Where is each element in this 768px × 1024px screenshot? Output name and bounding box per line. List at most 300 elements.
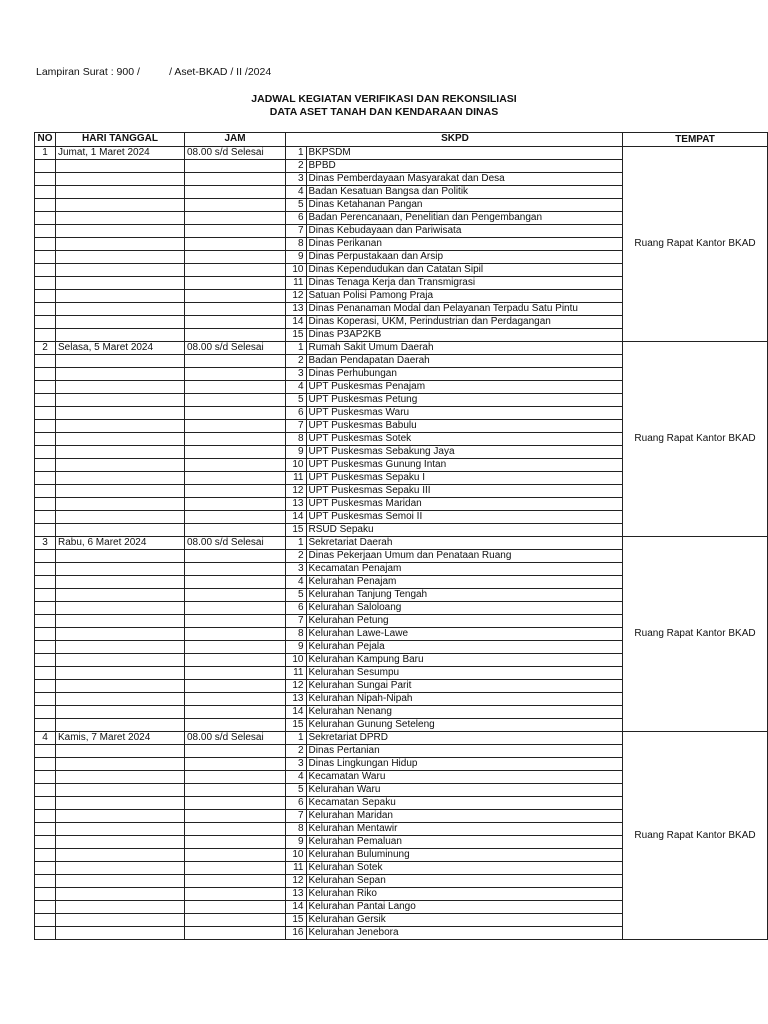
skpd-number-cell: 1 [286,342,307,355]
group-number-cell [35,771,56,784]
skpd-number-cell: 3 [286,563,307,576]
skpd-name-cell: Dinas Perikanan [306,238,623,251]
place-cell: Ruang Rapat Kantor BKAD [623,537,768,732]
time-cell [185,277,286,290]
time-cell [185,589,286,602]
day-date-cell [56,888,185,901]
time-cell [185,355,286,368]
time-cell [185,563,286,576]
skpd-number-cell: 6 [286,602,307,615]
skpd-number-cell: 5 [286,199,307,212]
day-date-cell [56,316,185,329]
time-cell [185,511,286,524]
group-number-cell [35,160,56,173]
skpd-number-cell: 4 [286,576,307,589]
skpd-number-cell: 3 [286,758,307,771]
skpd-name-cell: Dinas Pekerjaan Umum dan Penataan Ruang [306,550,623,563]
group-number-cell [35,641,56,654]
day-date-cell [56,810,185,823]
skpd-name-cell: UPT Puskesmas Waru [306,407,623,420]
time-cell [185,420,286,433]
group-number-cell [35,316,56,329]
skpd-name-cell: Kelurahan Jenebora [306,927,623,940]
skpd-name-cell: Badan Kesatuan Bangsa dan Politik [306,186,623,199]
time-cell [185,433,286,446]
skpd-number-cell: 6 [286,797,307,810]
group-number-cell [35,394,56,407]
day-date-cell [56,758,185,771]
skpd-number-cell: 9 [286,446,307,459]
skpd-name-cell: Kecamatan Sepaku [306,797,623,810]
skpd-number-cell: 10 [286,849,307,862]
day-date-cell [56,459,185,472]
skpd-name-cell: Kelurahan Maridan [306,810,623,823]
day-date-cell [56,433,185,446]
time-cell [185,654,286,667]
skpd-name-cell: Kelurahan Nenang [306,706,623,719]
day-date-cell [56,901,185,914]
skpd-number-cell: 7 [286,810,307,823]
day-date-cell [56,797,185,810]
day-date-cell: Kamis, 7 Maret 2024 [56,732,185,745]
group-number-cell [35,290,56,303]
skpd-name-cell: UPT Puskesmas Penajam [306,381,623,394]
place-cell: Ruang Rapat Kantor BKAD [623,342,768,537]
skpd-number-cell: 16 [286,927,307,940]
skpd-number-cell: 2 [286,355,307,368]
skpd-name-cell: Sekretariat DPRD [306,732,623,745]
day-date-cell [56,615,185,628]
group-number-cell [35,303,56,316]
skpd-name-cell: UPT Puskesmas Maridan [306,498,623,511]
group-number-cell [35,550,56,563]
time-cell [185,875,286,888]
skpd-name-cell: Kelurahan Riko [306,888,623,901]
time-cell [185,394,286,407]
day-date-cell [56,472,185,485]
skpd-name-cell: Badan Perencanaan, Penelitian dan Pengembangan [306,212,623,225]
group-number-cell [35,355,56,368]
group-number-cell [35,693,56,706]
group-number-cell [35,875,56,888]
skpd-name-cell: Dinas Pemberdayaan Masyarakat dan Desa [306,173,623,186]
group-number-cell: 4 [35,732,56,745]
day-date-cell [56,498,185,511]
day-date-cell [56,680,185,693]
skpd-number-cell: 4 [286,186,307,199]
day-date-cell [56,355,185,368]
group-number-cell [35,706,56,719]
time-cell [185,446,286,459]
group-number-cell [35,459,56,472]
skpd-number-cell: 10 [286,264,307,277]
day-date-cell [56,225,185,238]
skpd-number-cell: 12 [286,290,307,303]
skpd-number-cell: 14 [286,511,307,524]
skpd-name-cell: Kelurahan Mentawir [306,823,623,836]
table-row [35,147,768,160]
skpd-number-cell: 14 [286,316,307,329]
day-date-cell [56,160,185,173]
group-number-cell [35,836,56,849]
time-cell [185,927,286,940]
skpd-number-cell: 14 [286,706,307,719]
skpd-number-cell: 11 [286,667,307,680]
group-number-cell [35,199,56,212]
skpd-number-cell: 5 [286,394,307,407]
skpd-name-cell: Kelurahan Pejala [306,641,623,654]
group-number-cell [35,849,56,862]
time-cell [185,368,286,381]
group-number-cell [35,251,56,264]
group-number-cell [35,498,56,511]
day-date-cell [56,654,185,667]
group-number-cell [35,212,56,225]
skpd-name-cell: RSUD Sepaku [306,524,623,537]
time-cell [185,836,286,849]
group-number-cell [35,797,56,810]
skpd-number-cell: 5 [286,784,307,797]
skpd-number-cell: 9 [286,836,307,849]
skpd-number-cell: 7 [286,225,307,238]
skpd-number-cell: 15 [286,524,307,537]
time-cell [185,173,286,186]
skpd-number-cell: 15 [286,329,307,342]
skpd-number-cell: 3 [286,368,307,381]
skpd-name-cell: Dinas Kependudukan dan Catatan Sipil [306,264,623,277]
time-cell [185,524,286,537]
skpd-name-cell: Dinas Koperasi, UKM, Perindustrian dan Perdagangan [306,316,623,329]
day-date-cell [56,238,185,251]
skpd-name-cell: Dinas Perhubungan [306,368,623,381]
skpd-name-cell: Kelurahan Sesumpu [306,667,623,680]
group-number-cell [35,225,56,238]
day-date-cell [56,511,185,524]
day-date-cell [56,186,185,199]
day-date-cell [56,836,185,849]
group-number-cell [35,784,56,797]
skpd-name-cell: Dinas P3AP2KB [306,329,623,342]
skpd-number-cell: 8 [286,433,307,446]
group-number-cell [35,264,56,277]
time-cell [185,381,286,394]
document-title: JADWAL KEGIATAN VERIFIKASI DAN REKONSILIASI [251,93,517,105]
skpd-name-cell: UPT Puskesmas Sepaku I [306,472,623,485]
skpd-number-cell: 6 [286,212,307,225]
time-cell: 08.00 s/d Selesai [185,537,286,550]
time-cell [185,199,286,212]
group-number-cell [35,381,56,394]
time-cell [185,797,286,810]
skpd-number-cell: 12 [286,680,307,693]
skpd-number-cell: 8 [286,238,307,251]
day-date-cell [56,693,185,706]
day-date-cell [56,706,185,719]
skpd-number-cell: 13 [286,498,307,511]
skpd-number-cell: 10 [286,459,307,472]
skpd-name-cell: UPT Puskesmas Petung [306,394,623,407]
time-cell [185,719,286,732]
group-number-cell [35,524,56,537]
time-cell [185,810,286,823]
skpd-name-cell: UPT Puskesmas Sepaku III [306,485,623,498]
group-number-cell [35,810,56,823]
skpd-name-cell: Kelurahan Nipah-Nipah [306,693,623,706]
time-cell [185,849,286,862]
group-number-cell [35,901,56,914]
day-date-cell [56,420,185,433]
skpd-name-cell: Kelurahan Kampung Baru [306,654,623,667]
group-number-cell [35,667,56,680]
place-cell: Ruang Rapat Kantor BKAD [623,147,768,342]
group-number-cell [35,654,56,667]
day-date-cell [56,329,185,342]
time-cell [185,745,286,758]
group-number-cell [35,680,56,693]
group-number-cell [35,238,56,251]
skpd-number-cell: 8 [286,823,307,836]
day-date-cell [56,381,185,394]
group-number-cell [35,433,56,446]
time-cell [185,641,286,654]
time-cell [185,771,286,784]
time-cell [185,225,286,238]
time-cell [185,316,286,329]
time-cell [185,472,286,485]
time-cell: 08.00 s/d Selesai [185,147,286,160]
time-cell [185,758,286,771]
skpd-name-cell: Kelurahan Sepan [306,875,623,888]
skpd-number-cell: 2 [286,160,307,173]
time-cell [185,186,286,199]
group-number-cell: 1 [35,147,56,160]
column-header-place: TEMPAT [623,133,768,147]
skpd-number-cell: 1 [286,732,307,745]
time-cell [185,862,286,875]
skpd-name-cell: Kelurahan Saloloang [306,602,623,615]
group-number-cell [35,888,56,901]
skpd-name-cell: Kelurahan Petung [306,615,623,628]
document-subtitle: DATA ASET TANAH DAN KENDARAAN DINAS [269,106,499,118]
time-cell [185,485,286,498]
day-date-cell [56,407,185,420]
skpd-number-cell: 12 [286,875,307,888]
day-date-cell [56,550,185,563]
group-number-cell [35,173,56,186]
skpd-number-cell: 12 [286,485,307,498]
table-row [35,732,768,745]
skpd-number-cell: 1 [286,537,307,550]
time-cell [185,680,286,693]
table-header-row [35,133,768,147]
group-number-cell: 2 [35,342,56,355]
skpd-number-cell: 11 [286,472,307,485]
skpd-name-cell: Dinas Perpustakaan dan Arsip [306,251,623,264]
skpd-number-cell: 11 [286,277,307,290]
day-date-cell [56,641,185,654]
group-number-cell [35,472,56,485]
skpd-name-cell: UPT Puskesmas Gunung Intan [306,459,623,472]
day-date-cell: Selasa, 5 Maret 2024 [56,342,185,355]
day-date-cell [56,524,185,537]
skpd-number-cell: 8 [286,628,307,641]
skpd-number-cell: 10 [286,654,307,667]
time-cell [185,602,286,615]
group-number-cell [35,615,56,628]
skpd-name-cell: Kecamatan Waru [306,771,623,784]
group-number-cell [35,485,56,498]
day-date-cell [56,745,185,758]
day-date-cell: Rabu, 6 Maret 2024 [56,537,185,550]
skpd-name-cell: Dinas Penanaman Modal dan Pelayanan Terpadu Satu Pintu [306,303,623,316]
skpd-number-cell: 9 [286,251,307,264]
group-number-cell [35,563,56,576]
day-date-cell [56,485,185,498]
time-cell [185,914,286,927]
time-cell [185,498,286,511]
time-cell [185,160,286,173]
column-header-day: HARI TANGGAL [56,133,185,147]
time-cell [185,238,286,251]
time-cell [185,407,286,420]
time-cell [185,784,286,797]
skpd-name-cell: Kelurahan Buluminung [306,849,623,862]
place-cell: Ruang Rapat Kantor BKAD [623,732,768,940]
time-cell [185,693,286,706]
skpd-number-cell: 1 [286,147,307,160]
skpd-name-cell: BKPSDM [306,147,623,160]
day-date-cell [56,862,185,875]
group-number-cell [35,628,56,641]
time-cell: 08.00 s/d Selesai [185,732,286,745]
skpd-name-cell: Kelurahan Pemaluan [306,836,623,849]
time-cell [185,901,286,914]
day-date-cell [56,290,185,303]
skpd-name-cell: UPT Puskesmas Semoi II [306,511,623,524]
skpd-name-cell: Kelurahan Penajam [306,576,623,589]
skpd-number-cell: 7 [286,420,307,433]
group-number-cell [35,758,56,771]
time-cell: 08.00 s/d Selesai [185,342,286,355]
skpd-name-cell: Satuan Polisi Pamong Praja [306,290,623,303]
skpd-name-cell: UPT Puskesmas Sotek [306,433,623,446]
group-number-cell [35,745,56,758]
time-cell [185,550,286,563]
skpd-name-cell: Kelurahan Gunung Seteleng [306,719,623,732]
time-cell [185,264,286,277]
day-date-cell [56,784,185,797]
skpd-name-cell: Dinas Ketahanan Pangan [306,199,623,212]
time-cell [185,251,286,264]
skpd-name-cell: UPT Puskesmas Babulu [306,420,623,433]
day-date-cell [56,199,185,212]
time-cell [185,459,286,472]
day-date-cell [56,771,185,784]
skpd-name-cell: Dinas Kebudayaan dan Pariwisata [306,225,623,238]
skpd-number-cell: 7 [286,615,307,628]
group-number-cell [35,186,56,199]
group-number-cell [35,589,56,602]
skpd-number-cell: 6 [286,407,307,420]
day-date-cell [56,849,185,862]
time-cell [185,823,286,836]
skpd-name-cell: Dinas Tenaga Kerja dan Transmigrasi [306,277,623,290]
skpd-number-cell: 13 [286,303,307,316]
day-date-cell [56,628,185,641]
time-cell [185,706,286,719]
skpd-number-cell: 2 [286,745,307,758]
group-number-cell [35,914,56,927]
skpd-name-cell: Badan Pendapatan Daerah [306,355,623,368]
group-number-cell: 3 [35,537,56,550]
table-row [35,537,768,550]
day-date-cell [56,173,185,186]
day-date-cell [56,303,185,316]
skpd-name-cell: Dinas Pertanian [306,745,623,758]
day-date-cell [56,823,185,836]
group-number-cell [35,862,56,875]
skpd-name-cell: Rumah Sakit Umum Daerah [306,342,623,355]
schedule-table [34,132,768,940]
skpd-number-cell: 14 [286,901,307,914]
time-cell [185,888,286,901]
skpd-name-cell: UPT Puskesmas Sebakung Jaya [306,446,623,459]
day-date-cell [56,602,185,615]
schedule-body [35,147,768,940]
time-cell [185,290,286,303]
skpd-number-cell: 4 [286,381,307,394]
time-cell [185,329,286,342]
group-number-cell [35,602,56,615]
column-header-skpd: SKPD [306,133,623,147]
group-number-cell [35,446,56,459]
skpd-number-cell: 4 [286,771,307,784]
skpd-name-cell: Kelurahan Pantai Lango [306,901,623,914]
day-date-cell [56,277,185,290]
skpd-number-cell: 15 [286,719,307,732]
group-number-cell [35,407,56,420]
column-header-time: JAM [185,133,286,147]
group-number-cell [35,511,56,524]
day-date-cell [56,368,185,381]
day-date-cell [56,563,185,576]
group-number-cell [35,576,56,589]
time-cell [185,615,286,628]
skpd-number-cell: 5 [286,589,307,602]
day-date-cell [56,667,185,680]
group-number-cell [35,420,56,433]
skpd-name-cell: Kelurahan Sungai Parit [306,680,623,693]
time-cell [185,212,286,225]
day-date-cell [56,927,185,940]
day-date-cell [56,914,185,927]
group-number-cell [35,368,56,381]
skpd-number-cell: 11 [286,862,307,875]
group-number-cell [35,277,56,290]
time-cell [185,628,286,641]
day-date-cell [56,251,185,264]
skpd-name-cell: Sekretariat Daerah [306,537,623,550]
table-row [35,342,768,355]
skpd-number-cell: 13 [286,888,307,901]
time-cell [185,303,286,316]
skpd-name-cell: Kelurahan Tanjung Tengah [306,589,623,602]
group-number-cell [35,329,56,342]
skpd-number-cell: 15 [286,914,307,927]
day-date-cell [56,875,185,888]
skpd-name-cell: Kelurahan Sotek [306,862,623,875]
skpd-name-cell: BPBD [306,160,623,173]
